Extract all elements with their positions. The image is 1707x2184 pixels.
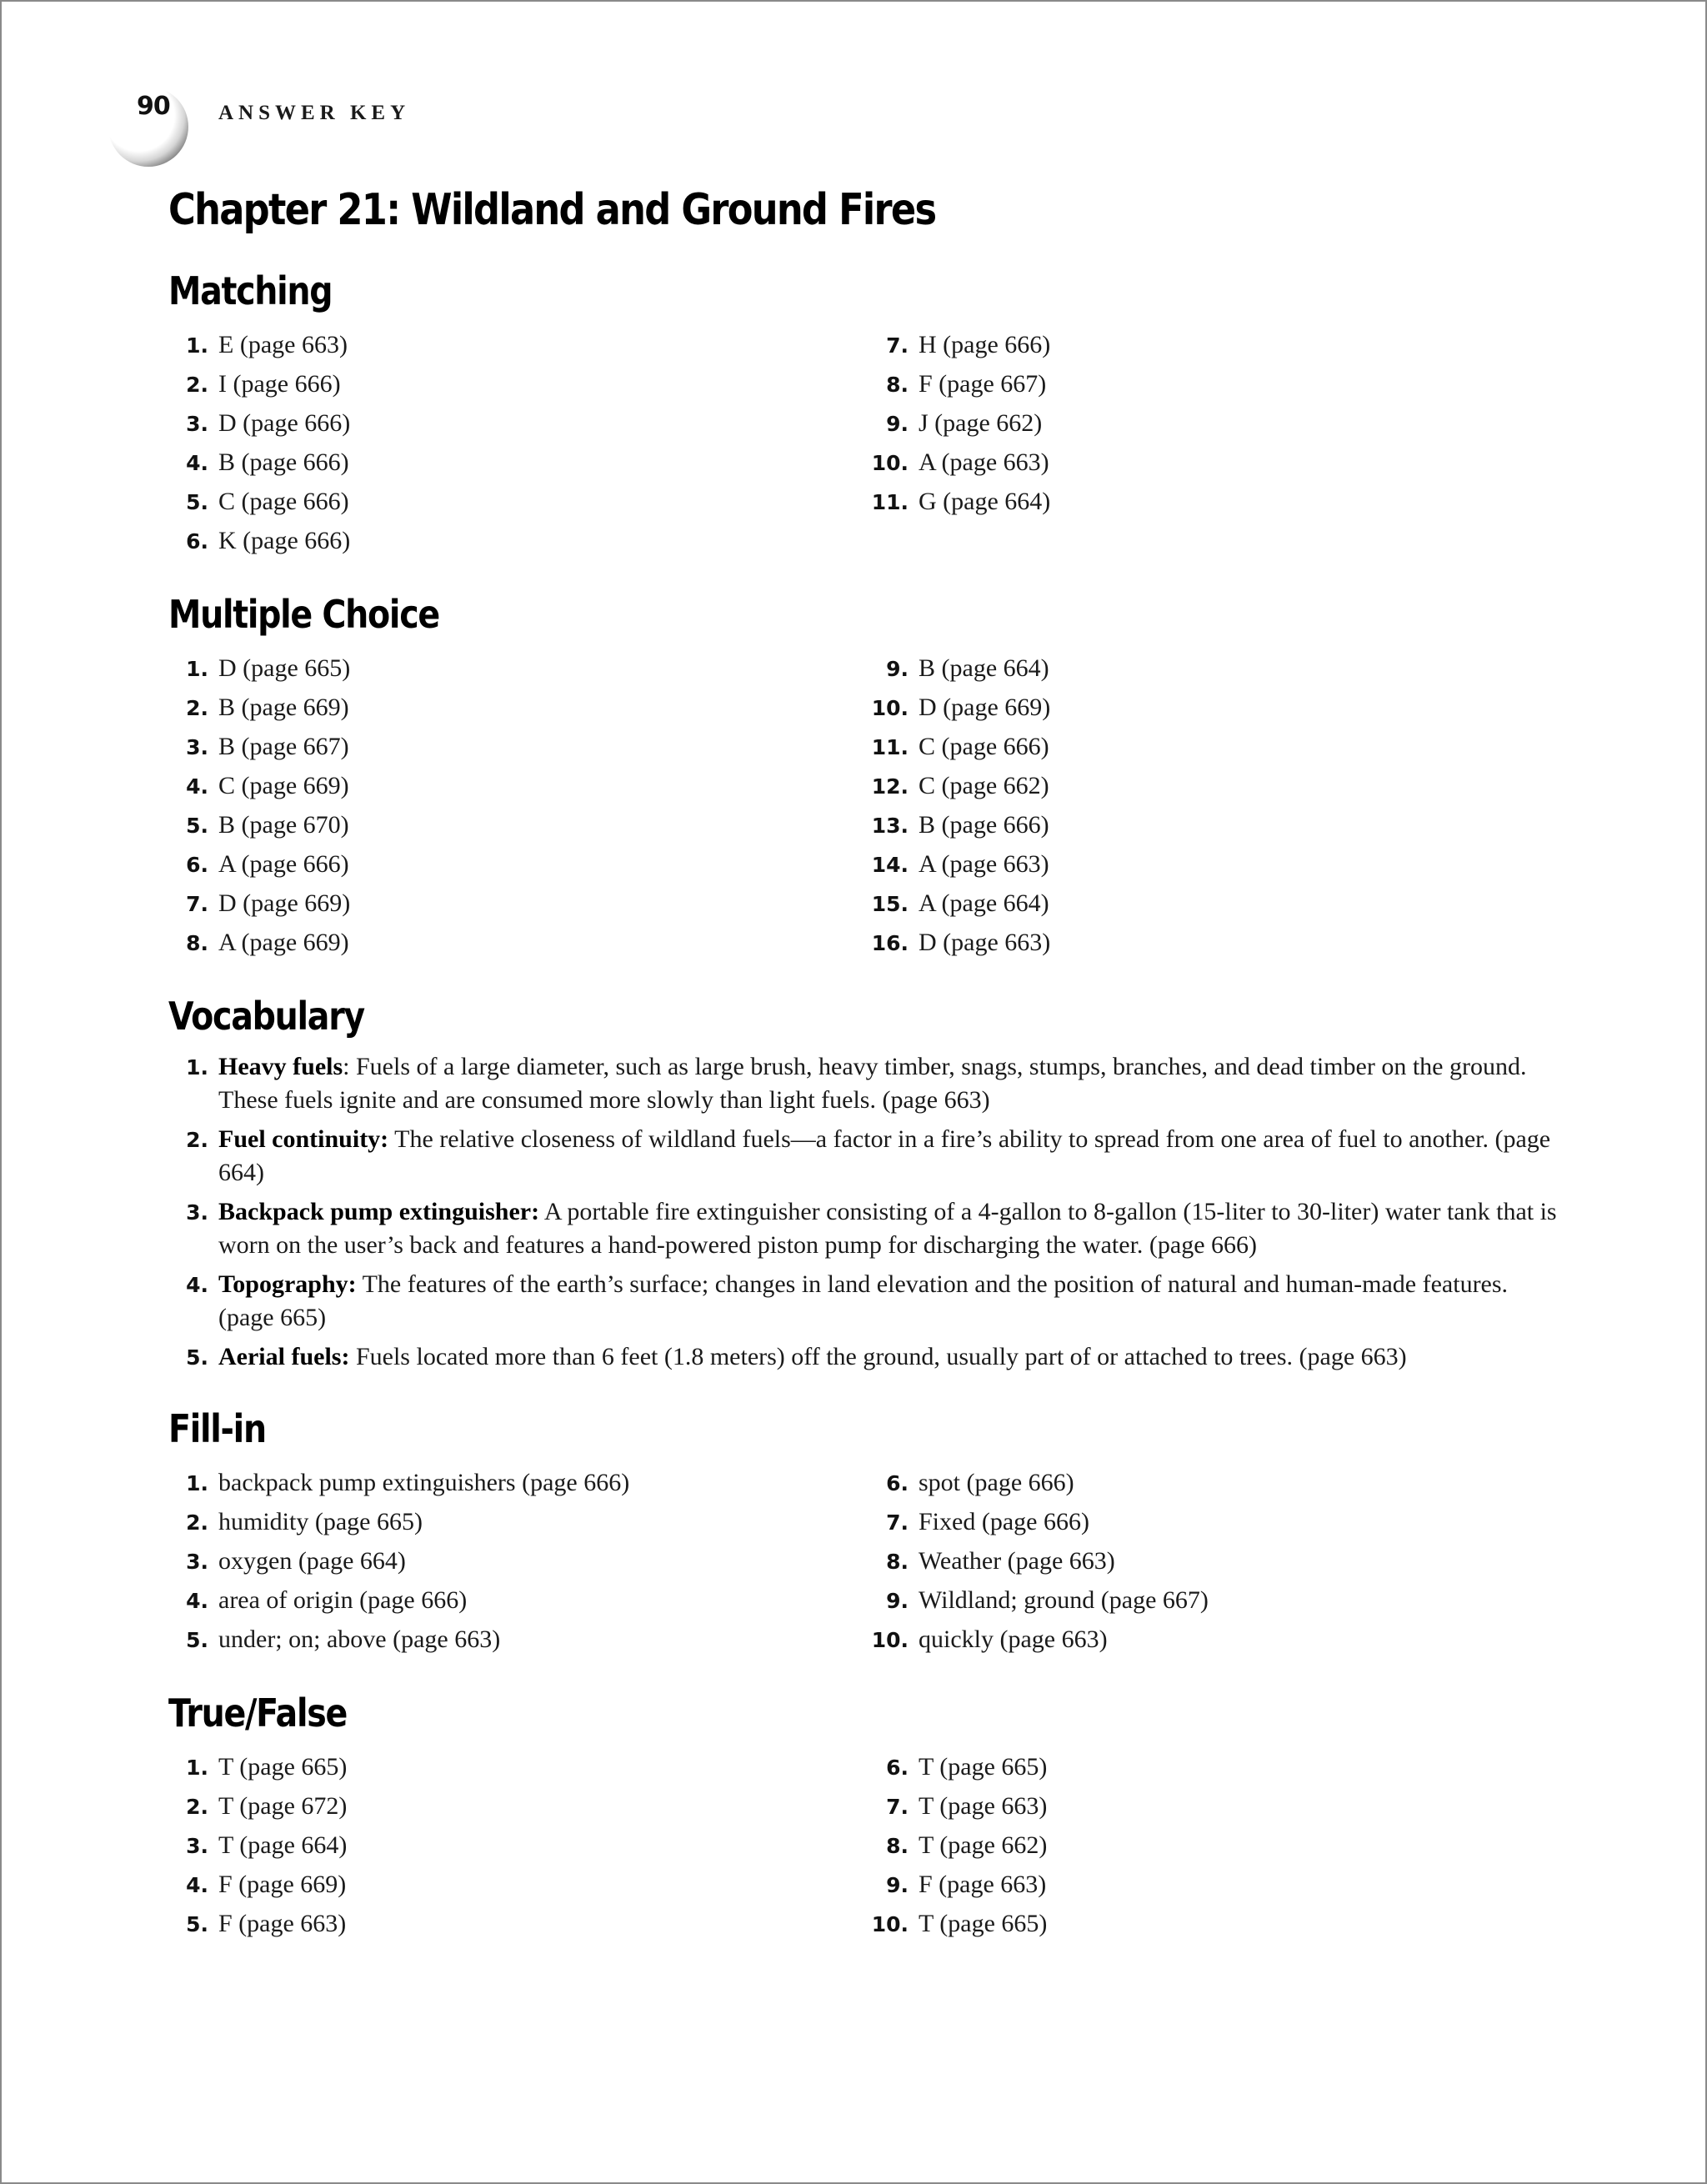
item-answer: area of origin (page 666)	[218, 1586, 468, 1614]
item-number: 5.	[186, 490, 208, 514]
item-answer: F (page 669)	[218, 1871, 347, 1898]
item-number: 13.	[871, 814, 909, 838]
item-answer: A (page 669)	[218, 929, 349, 956]
page-header	[108, 78, 859, 178]
answer-item	[168, 688, 869, 727]
multiple-choice-right-column	[869, 649, 1569, 962]
true-false-section	[168, 1691, 1569, 1943]
item-number: 3.	[186, 1834, 208, 1858]
item-number: 7.	[186, 892, 208, 916]
vocabulary-text	[218, 1195, 1569, 1262]
answer-item	[168, 884, 869, 923]
fill-in-section	[168, 1406, 1569, 1659]
answer-item	[168, 325, 869, 364]
item-answer: K (page 666)	[218, 527, 351, 554]
answer-item	[869, 844, 1569, 884]
item-number: 5.	[186, 1345, 208, 1370]
answer-item	[869, 1580, 1569, 1620]
item-number: 6.	[186, 853, 208, 877]
item-answer: A (page 664)	[919, 889, 1049, 917]
item-answer: backpack pump extinguishers (page 666)	[218, 1469, 630, 1496]
item-number: 10.	[871, 451, 909, 475]
item-answer: T (page 665)	[919, 1910, 1048, 1937]
item-number: 15.	[871, 892, 909, 916]
item-number: 4.	[186, 1589, 208, 1613]
matching-left-column	[168, 325, 869, 560]
vocabulary-definition: Fuels located more than 6 feet (1.8 meters) off the ground, usually part of or attached to trees. (page 663)	[349, 1343, 1407, 1370]
item-number: 6.	[186, 529, 208, 554]
item-number: 9.	[886, 657, 909, 681]
true-false-columns	[168, 1747, 1569, 1943]
answer-item	[869, 1541, 1569, 1580]
answer-item	[168, 1580, 869, 1620]
item-number: 3.	[186, 1550, 208, 1574]
item-answer: B (page 667)	[218, 733, 349, 760]
item-number: 6.	[886, 1756, 909, 1780]
item-answer: A (page 663)	[919, 850, 1049, 878]
item-answer: H (page 666)	[919, 331, 1051, 358]
answer-item	[869, 1826, 1569, 1865]
item-answer: C (page 666)	[919, 733, 1049, 760]
answer-item	[168, 923, 869, 962]
vocabulary-definition: The relative closeness of wildland fuels—a factor in a fire’s ability to spread from one area of fuel to another. (page 664)	[218, 1125, 1551, 1186]
item-number: 1.	[186, 333, 208, 358]
answer-item	[168, 1865, 869, 1904]
answer-item	[168, 766, 869, 805]
vocabulary-term: Topography:	[218, 1270, 357, 1298]
answer-item	[869, 1865, 1569, 1904]
item-answer: humidity (page 665)	[218, 1508, 423, 1535]
vocabulary-item	[168, 1268, 1569, 1335]
item-answer: Wildland; ground (page 667)	[919, 1586, 1209, 1614]
item-answer: E (page 663)	[218, 331, 348, 358]
answer-item	[168, 727, 869, 766]
vocabulary-text	[218, 1268, 1569, 1335]
answer-item	[168, 403, 869, 443]
answer-item	[869, 443, 1569, 482]
item-answer: I (page 666)	[218, 370, 341, 398]
answer-item	[869, 727, 1569, 766]
vocabulary-term: Fuel continuity:	[218, 1125, 389, 1153]
matching-right-column	[869, 325, 1569, 560]
section-title-fill-in: Fill-in	[168, 1406, 266, 1451]
item-answer: D (page 669)	[218, 889, 351, 917]
answer-item	[869, 766, 1569, 805]
item-number: 7.	[886, 1510, 909, 1535]
fill-in-right-column	[869, 1463, 1569, 1659]
running-head: ANSWER KEY	[218, 102, 411, 124]
chapter-title: Chapter 21: Wildland and Ground Fires	[168, 185, 936, 235]
item-answer: under; on; above (page 663)	[218, 1625, 501, 1653]
answer-item	[168, 482, 869, 521]
item-number: 5.	[186, 1912, 208, 1936]
item-answer: T (page 662)	[919, 1831, 1048, 1859]
item-answer: A (page 663)	[919, 448, 1049, 476]
vocabulary-item	[168, 1340, 1569, 1375]
section-title-vocabulary: Vocabulary	[168, 994, 364, 1039]
true-false-right-column	[869, 1747, 1569, 1943]
item-answer: T (page 663)	[919, 1792, 1048, 1820]
item-answer: Weather (page 663)	[919, 1547, 1115, 1575]
item-number: 4.	[186, 1873, 208, 1897]
answer-item	[168, 805, 869, 844]
vocabulary-text	[218, 1050, 1569, 1117]
vocabulary-definition: A portable fire extinguisher consisting of a 4-gallon to 8-gallon (15-liter to 30-liter) water tank that is worn on the user’s back and features a hand-powered piston pump for discharging the water. (page 666)	[218, 1198, 1557, 1259]
answer-item	[869, 403, 1569, 443]
vocabulary-term: Backpack pump extinguisher:	[218, 1198, 540, 1225]
answer-item	[869, 688, 1569, 727]
vocabulary-definition: : Fuels of a large diameter, such as large brush, heavy timber, snags, stumps, branches, and dead timber on the ground. These fuels ignite and are consumed more slowly than light fuels. (page 663)	[218, 1053, 1527, 1114]
answer-item	[168, 1747, 869, 1786]
answer-item	[168, 443, 869, 482]
answer-item	[869, 325, 1569, 364]
answer-item	[168, 1620, 869, 1659]
item-number: 3.	[186, 412, 208, 436]
page-number: 90	[137, 92, 170, 121]
answer-key-content	[168, 185, 1569, 1975]
item-number: 2.	[186, 1795, 208, 1819]
item-number: 9.	[886, 1873, 909, 1897]
item-answer: C (page 669)	[218, 772, 349, 799]
answer-item	[869, 1620, 1569, 1659]
item-number: 3.	[186, 1200, 208, 1225]
answer-item	[168, 1463, 869, 1502]
item-answer: B (page 666)	[919, 811, 1049, 839]
answer-item	[869, 1786, 1569, 1826]
item-number: 3.	[186, 735, 208, 759]
item-number: 10.	[871, 1628, 909, 1652]
fill-in-left-column	[168, 1463, 869, 1659]
item-answer: D (page 666)	[218, 409, 351, 437]
item-number: 5.	[186, 1628, 208, 1652]
item-number: 2.	[186, 1510, 208, 1535]
multiple-choice-columns	[168, 649, 1569, 962]
vocabulary-term: Heavy fuels	[218, 1053, 343, 1080]
item-answer: spot (page 666)	[919, 1469, 1074, 1496]
item-number: 9.	[886, 412, 909, 436]
vocabulary-text	[218, 1123, 1569, 1190]
item-number: 2.	[186, 373, 208, 397]
item-answer: D (page 669)	[919, 694, 1051, 721]
item-number: 8.	[186, 931, 208, 955]
item-number: 1.	[186, 1471, 208, 1495]
item-answer: T (page 672)	[218, 1792, 348, 1820]
item-answer: Fixed (page 666)	[919, 1508, 1089, 1535]
vocabulary-term: Aerial fuels:	[218, 1343, 350, 1370]
section-title-matching: Matching	[168, 268, 333, 313]
item-answer: oxygen (page 664)	[218, 1547, 406, 1575]
answer-item	[869, 1904, 1569, 1943]
vocabulary-item	[168, 1050, 1569, 1117]
vocabulary-list	[168, 1050, 1569, 1375]
item-number: 1.	[186, 1055, 208, 1079]
item-answer: F (page 667)	[919, 370, 1047, 398]
item-answer: T (page 664)	[218, 1831, 348, 1859]
matching-section	[168, 268, 1569, 560]
item-answer: T (page 665)	[218, 1753, 348, 1781]
section-title-multiple-choice: Multiple Choice	[168, 592, 439, 637]
item-answer: B (page 666)	[218, 448, 349, 476]
answer-item	[168, 844, 869, 884]
item-answer: quickly (page 663)	[919, 1625, 1108, 1653]
item-number: 2.	[186, 1128, 208, 1152]
item-answer: D (page 665)	[218, 654, 351, 682]
answer-item	[869, 884, 1569, 923]
item-number: 8.	[886, 1834, 909, 1858]
item-answer: A (page 666)	[218, 850, 349, 878]
answer-item	[168, 649, 869, 688]
item-number: 4.	[186, 774, 208, 799]
item-answer: C (page 662)	[919, 772, 1049, 799]
item-number: 14.	[871, 853, 909, 877]
item-answer: J (page 662)	[919, 409, 1043, 437]
answer-item	[869, 649, 1569, 688]
multiple-choice-left-column	[168, 649, 869, 962]
answer-item	[168, 364, 869, 403]
item-number: 10.	[871, 1912, 909, 1936]
item-answer: B (page 664)	[919, 654, 1049, 682]
item-number: 12.	[871, 774, 909, 799]
answer-item	[168, 521, 869, 560]
item-number: 11.	[871, 490, 909, 514]
vocabulary-definition: The features of the earth’s surface; changes in land elevation and the position of natural and human-made features. (page 665)	[218, 1270, 1509, 1331]
answer-item	[869, 482, 1569, 521]
section-title-true-false: True/False	[168, 1691, 348, 1736]
answer-item	[168, 1786, 869, 1826]
answer-item	[168, 1904, 869, 1943]
item-number: 4.	[186, 451, 208, 475]
answer-item	[869, 364, 1569, 403]
vocabulary-text	[218, 1340, 1569, 1374]
answer-item	[869, 1502, 1569, 1541]
vocabulary-item	[168, 1123, 1569, 1190]
answer-item	[869, 923, 1569, 962]
item-number: 11.	[871, 735, 909, 759]
item-number: 5.	[186, 814, 208, 838]
item-number: 2.	[186, 696, 208, 720]
true-false-left-column	[168, 1747, 869, 1943]
item-answer: D (page 663)	[919, 929, 1051, 956]
item-number: 8.	[886, 1550, 909, 1574]
answer-item	[168, 1541, 869, 1580]
item-number: 7.	[886, 1795, 909, 1819]
matching-columns	[168, 325, 1569, 560]
item-number: 1.	[186, 657, 208, 681]
item-number: 7.	[886, 333, 909, 358]
item-number: 6.	[886, 1471, 909, 1495]
item-answer: T (page 665)	[919, 1753, 1048, 1781]
answer-item	[869, 1463, 1569, 1502]
item-number: 9.	[886, 1589, 909, 1613]
item-number: 8.	[886, 373, 909, 397]
fill-in-columns	[168, 1463, 1569, 1659]
item-number: 16.	[871, 931, 909, 955]
item-answer: C (page 666)	[218, 488, 349, 515]
item-answer: B (page 669)	[218, 694, 349, 721]
vocabulary-section	[168, 994, 1569, 1375]
item-answer: F (page 663)	[218, 1910, 347, 1937]
item-answer: F (page 663)	[919, 1871, 1047, 1898]
answer-item	[869, 805, 1569, 844]
answer-item	[168, 1826, 869, 1865]
item-number: 10.	[871, 696, 909, 720]
answer-item	[869, 1747, 1569, 1786]
answer-item	[168, 1502, 869, 1541]
vocabulary-item	[168, 1195, 1569, 1262]
item-answer: B (page 670)	[218, 811, 349, 839]
multiple-choice-section	[168, 592, 1569, 962]
item-answer: G (page 664)	[919, 488, 1051, 515]
item-number: 1.	[186, 1756, 208, 1780]
item-number: 4.	[186, 1273, 208, 1297]
